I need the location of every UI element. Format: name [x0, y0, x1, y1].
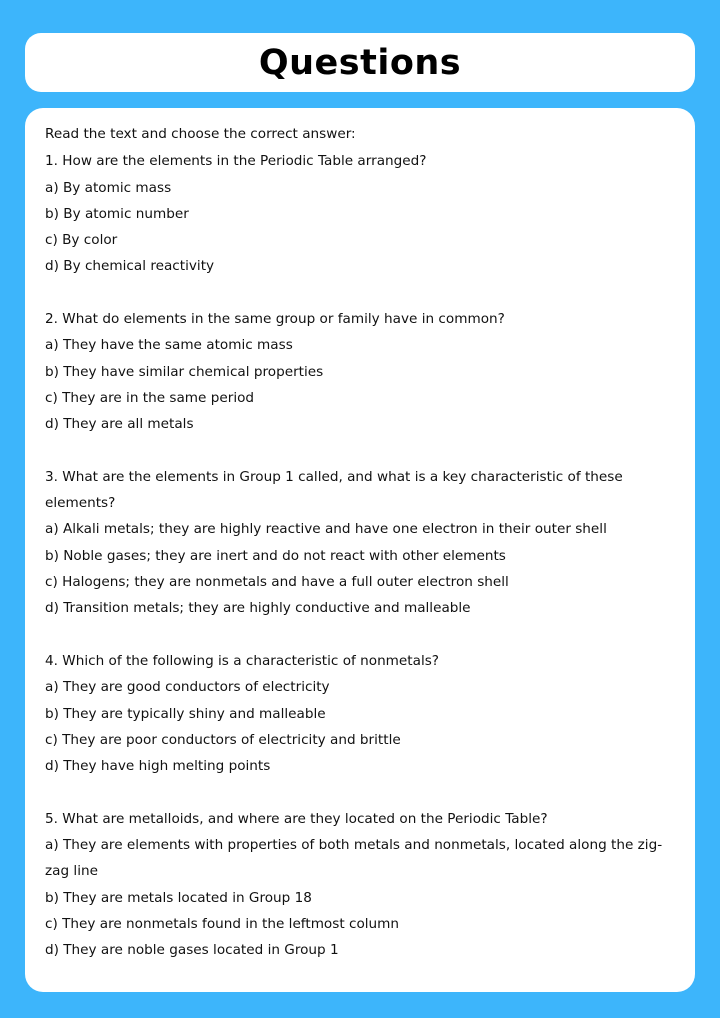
answer-option: a) They have the same atomic mass: [45, 337, 293, 354]
content-card: [25, 108, 695, 992]
answer-option: b) By atomic number: [45, 205, 189, 222]
question-prompt: 1. How are the elements in the Periodic Table arranged?: [45, 153, 427, 170]
answer-option: a) They are elements with properties of both metals and nonmetals, located along the zig-zag line: [45, 837, 663, 880]
answer-option: c) They are poor conductors of electricity and brittle: [45, 731, 401, 748]
answer-option: b) They have similar chemical properties: [45, 363, 324, 380]
page-title: Questions: [258, 42, 462, 83]
question-5: [45, 806, 665, 964]
answer-option: d) They have high melting points: [45, 758, 271, 775]
question-2: [45, 306, 665, 437]
instructions: Read the text and choose the correct answer:: [45, 126, 356, 142]
question-4: [45, 648, 665, 779]
answer-option: c) They are in the same period: [45, 389, 255, 406]
answer-option: a) Alkali metals; they are highly reactive and have one electron in their outer shell: [45, 521, 607, 538]
question-prompt: 5. What are metalloids, and where are they located on the Periodic Table?: [45, 810, 548, 827]
question-prompt: 2. What do elements in the same group or family have in common?: [45, 311, 505, 328]
title-card: [25, 33, 695, 92]
answer-option: b) They are typically shiny and malleable: [45, 705, 326, 722]
answer-option: d) Transition metals; they are highly conductive and malleable: [45, 600, 471, 617]
answer-option: c) They are nonmetals found in the leftmost column: [45, 915, 400, 932]
question-1: [45, 148, 665, 279]
question-3: [45, 464, 665, 622]
answer-option: b) Noble gases; they are inert and do not react with other elements: [45, 547, 506, 564]
answer-option: d) They are noble gases located in Group 1: [45, 942, 339, 959]
answer-option: d) They are all metals: [45, 416, 194, 433]
answer-option: a) By atomic mass: [45, 179, 172, 196]
answer-option: a) They are good conductors of electricity: [45, 679, 330, 696]
question-prompt: 4. Which of the following is a characteristic of nonmetals?: [45, 652, 440, 669]
answer-option: c) Halogens; they are nonmetals and have a full outer electron shell: [45, 574, 509, 591]
answer-option: d) By chemical reactivity: [45, 258, 215, 275]
answer-option: b) They are metals located in Group 18: [45, 889, 312, 906]
answer-option: c) By color: [45, 232, 118, 249]
question-prompt: 3. What are the elements in Group 1 called, and what is a key characteristic of these elements?: [45, 468, 623, 512]
